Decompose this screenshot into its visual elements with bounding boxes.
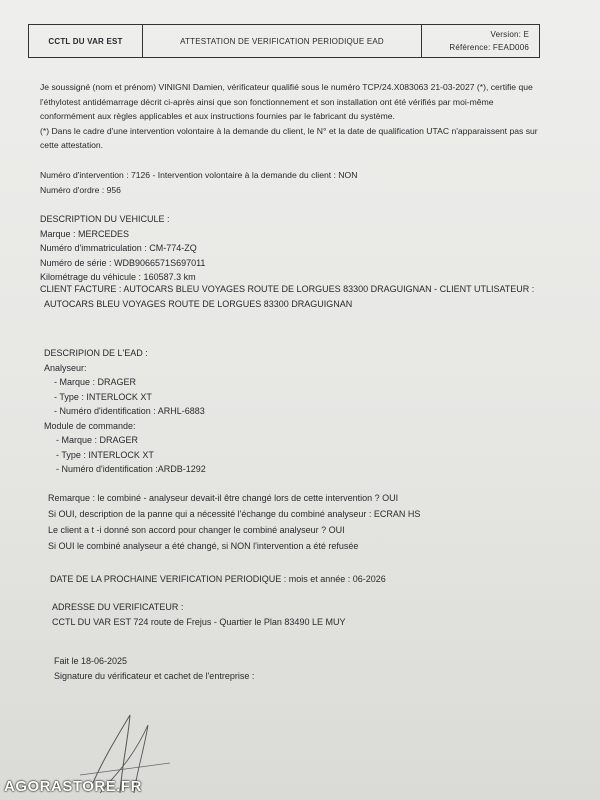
remark-line: Remarque : le combiné - analyseur devait-il être changé lors de cette intervention ? OUI [48,493,399,503]
signature-date: Fait le 18-06-2025 [54,656,128,666]
module-id: - Numéro d'identification :ARDB-1292 [56,464,206,474]
signature-section [54,654,574,683]
signature-label: Signature du vérificateur et cachet de l'entreprise : [54,670,255,681]
vehicle-brand: Marque : MERCEDES [40,228,130,239]
intro-line: (*) Dans le cadre d'une intervention volontaire à la demande du client, le N° et la date de qualification UTAC n'apparaissent pas sur [40,125,538,136]
analyser-brand: - Marque : DRAGER [54,377,137,387]
module-type: - Type : INTERLOCK XT [56,449,154,460]
order-number: Numéro d'ordre : 956 [40,184,121,195]
verifier-address: CCTL DU VAR EST 724 route de Frejus - Quartier le Plan 83490 LE MUY [52,616,346,627]
vehicle-heading: DESCRIPTION DU VEHICULE : [40,214,170,224]
vehicle-serial: Numéro de série : WDB9066571S697011 [40,257,206,268]
client-section [40,282,560,311]
verifier-heading: ADRESSE DU VERIFICATEUR : [52,602,184,612]
ead-section [44,346,564,477]
vehicle-registration: Numéro d'immatriculation : CM-774-ZQ [40,243,197,253]
watermark: AGORASTORE.FR [4,778,142,795]
remark-line: Si OUI le combiné analyseur a été changé, si NON l'intervention a été refusée [48,541,359,551]
intro-line: Je soussigné (nom et prénom) VINIGNI Damien, vérificateur qualifié sous le numéro TCP/24.X083063 21-03-2027 (*), certifie que [40,82,533,92]
header-meta [422,25,539,57]
remark-line: Le client a t -i donné son accord pour changer le combiné analyseur ? OUI [48,525,345,535]
module-heading: Module de commande: [44,420,136,431]
client-line: CLIENT FACTURE : AUTOCARS BLEU VOYAGES ROUTE DE LORGUES 83300 DRAGUIGNAN - CLIENT UTLISATEUR : [40,284,535,294]
remarks-section [48,490,568,554]
analyser-heading: Analyseur: [44,362,87,373]
intro-line: conformément aux règles applicables et aux instructions fournies par le fabricant du système. [40,111,395,121]
client-line: AUTOCARS BLEU VOYAGES ROUTE DE LORGUES 83300 DRAGUIGNAN [44,298,353,309]
remark-line: Si OUI, description de la panne qui a nécessité l'échange du combiné analyseur : ECRAN HS [48,509,421,519]
vehicle-mileage: Kilométrage du véhicule : 160587.3 km [40,272,196,282]
analyser-type: - Type : INTERLOCK XT [54,391,152,402]
intro-line: l'éthylotest antidémarrage décrit ci-après ainsi que son fonctionnement et son installation ont été vérifiés par moi-même [40,96,494,107]
ead-heading: DESCRIPION DE L'EAD : [44,348,148,358]
vehicle-section [40,212,560,285]
intro-paragraph [40,80,560,153]
intervention-number: Numéro d'intervention : 7126 - Intervention volontaire à la demande du client : NON [40,170,358,180]
next-check: DATE DE LA PROCHAINE VERIFICATION PERIODIQUE : mois et année : 06-2026 [50,574,386,584]
intervention-block [40,168,560,197]
header-reference: Référence: FEAD006 [449,43,529,52]
header-version: Version: E [490,30,529,39]
module-brand: - Marque : DRAGER [56,435,139,445]
header-title: ATTESTATION DE VERIFICATION PERIODIQUE EAD [143,25,422,57]
verifier-section [52,600,572,629]
header-table [28,24,540,58]
analyser-id: - Numéro d'identification : ARHL-6883 [54,406,205,416]
header-org: CCTL DU VAR EST [29,25,143,57]
intro-line: cette attestation. [40,140,104,150]
